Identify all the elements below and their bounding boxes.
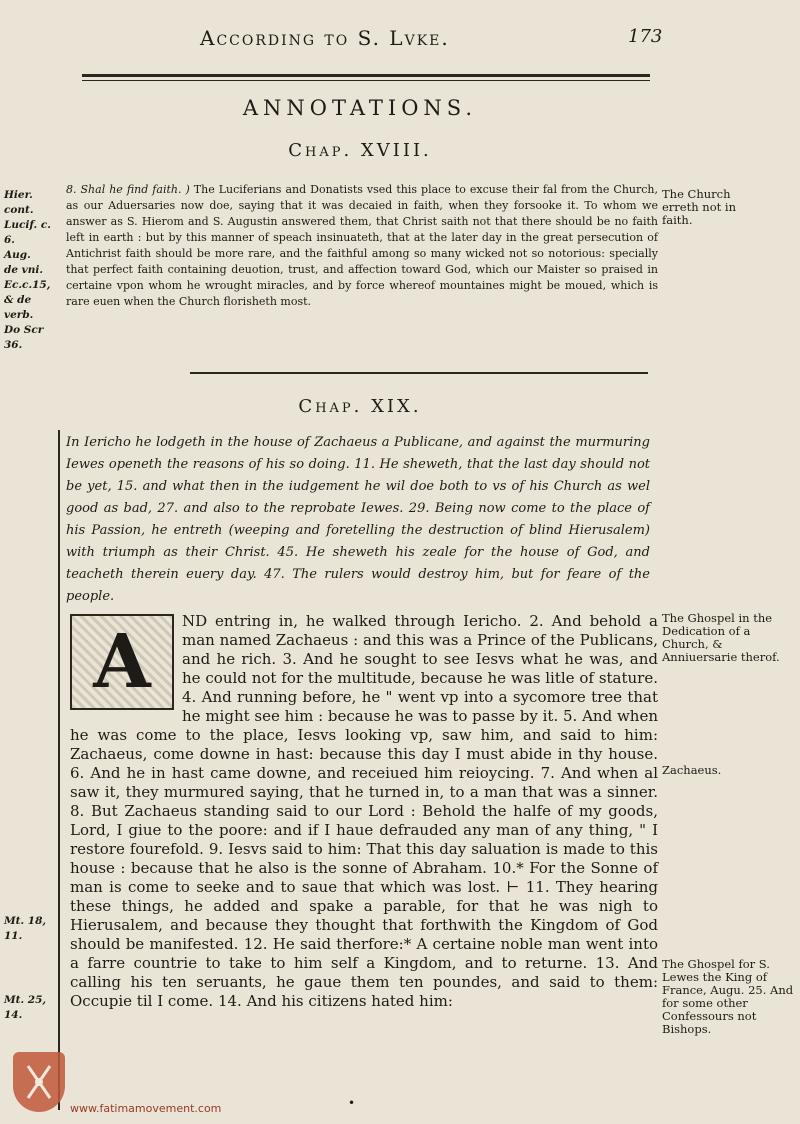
annotation-body: The Luciferians and Donatists vsed this place to excuse their fal from the Church, as our Aduersaries now doe, saying that it was decaied in faith, when they forsooke it. To whom we answer as S. Hierom and S. Augustin answered them, that Christ saith not that there should be no faith left in earth : but by this manner of speach insinuateth, that at the later day in the great persecution of Antichrist faith should be more rare, and the faithful among so many wicked not so notorious: specially that perfect faith containing deuotion, trust, and affection toward God, which our Maister so praised in certaine vpon whom he wrought miracles, and by force whereof mountaines might be moued, which is rare euen when the Church florisheth most. <box>66 183 659 308</box>
header-rule <box>82 74 650 77</box>
margin-ref: Hier. <box>4 189 33 201</box>
margin-note-zachaeus: Zachaeus. <box>662 763 722 777</box>
section-rule <box>190 372 648 374</box>
margin-ref: & de <box>4 294 32 306</box>
chapter-argument: In Iericho he lodgeth in the house of Zachaeus a Publicane, and against the murmuring Iewes openeth the reasons of his so doing. 11. He sheweth, that the last day should not be yet, 15. and what then in the iudgement he wil doe both to vs of his Church as wel good as bad, 27. and also to the reprobate Iewes. 29. Being now come to the place of his Passion, he entreth (weeping and foretelling the destruction of blind Hierusalem) with triumph as their Christ. 45. He sheweth his zeale for the house of God, and teacheth therein euery day. 47. The rulers would destroy him, but for feare of the people. <box>66 435 650 604</box>
margin-ref: 36. <box>4 339 23 351</box>
running-head: According to S. Lvke. <box>200 26 450 50</box>
margin-ref: Ec.c.15, <box>4 279 51 291</box>
seal-logo-icon <box>13 1052 65 1112</box>
chapter-19-heading: Chap. XIX. <box>298 396 422 417</box>
margin-ref: Do Scr <box>4 324 44 336</box>
margin-ref-mt18 <box>4 914 54 944</box>
margin-ref: Mt. 25, <box>4 994 47 1006</box>
margin-ref: Mt. 18, <box>4 915 47 927</box>
footer-dot: • <box>348 1096 356 1110</box>
margin-ref: 11. <box>4 930 23 942</box>
chapter-18-heading: Chap. XVIII. <box>288 140 432 161</box>
annotation-margin-left <box>4 188 54 353</box>
annotation-paragraph <box>66 182 658 310</box>
margin-ref: verb. <box>4 309 34 321</box>
margin-ref: 6. <box>4 234 15 246</box>
chapter-body <box>70 612 658 1011</box>
drop-cap-letter: A <box>93 619 151 705</box>
margin-ref: de vni. <box>4 264 44 276</box>
annotation-lead: 8. Shal he find faith. ) <box>66 183 190 196</box>
margin-note: faith. <box>662 213 693 227</box>
annotation-margin-right <box>662 188 794 227</box>
margin-note: The Church <box>662 187 731 201</box>
margin-ref: 14. <box>4 1009 23 1021</box>
drop-cap-spacer <box>70 612 182 710</box>
annotations-title: ANNOTATIONS. <box>242 96 478 120</box>
keys-icon <box>22 1062 56 1102</box>
watermark-link[interactable]: www.fatimamovement.com <box>70 1102 222 1115</box>
chapter-body-text: ND entring in, he walked through Iericho. 2. And behold a man named Zachaeus : and this was a Prince of the Publicans, and he rich. 3. And he sought to see Iesvs what he was, and he could not for the multitude, because he was litle of stature. 4. And running before, he " went vp into a sycomore tree that he might see him : because he was to passe by it. 5. And when he was come to the place, Iesvs looking vp, saw him, and said to him: Zachaeus, come downe in hast: because this day I must abide in thy house. 6. And he in hast came downe, and receiued him reioycing. 7. And when al saw it, they murmured saying, that he turned in, to a man that was a sinner. 8. But Zachaeus standing said to our Lord : Behold the halfe of my goods, Lord, I giue to the poore: and if I haue defrauded any man of any thing, " I restore fourefold. 9. Iesvs said to him: That this day saluation is made to this house : because that he also is the sonne of Abraham. 10.* For the Sonne of man is come to seeke and to saue that which was lost. ⊢ 11. They hearing these things, he added and spake a parable, for that he was nigh to Hierusalem, and because they thought that forthwith the Kingdom of God should be manifested. 12. He said therfore:* A certaine noble man went into a farre countrie to take to him self a Kingdom, and to returne. 13. And calling his ten seruants, he gaue them ten poundes, and said to them: Occupie til I come. 14. And his citizens hated him: <box>70 612 658 1010</box>
margin-ref: Lucif. c. <box>4 219 51 231</box>
page-number: 173 <box>628 26 663 47</box>
margin-ref: Aug. <box>4 249 31 261</box>
margin-note-s-lewes: The Ghospel for S. Lewes the King of France, Augu. 25. And for some other Confessours not Bishops. <box>662 957 794 1036</box>
margin-ref-mt25 <box>4 993 54 1023</box>
margin-note: erreth not in <box>662 200 736 214</box>
margin-ref: cont. <box>4 204 34 216</box>
margin-vertical-rule <box>58 430 60 1110</box>
header-rule-thin <box>82 80 650 81</box>
margin-note-dedication: The Ghospel in the Dedication of a Church, & Anniuersarie therof. <box>662 611 780 664</box>
